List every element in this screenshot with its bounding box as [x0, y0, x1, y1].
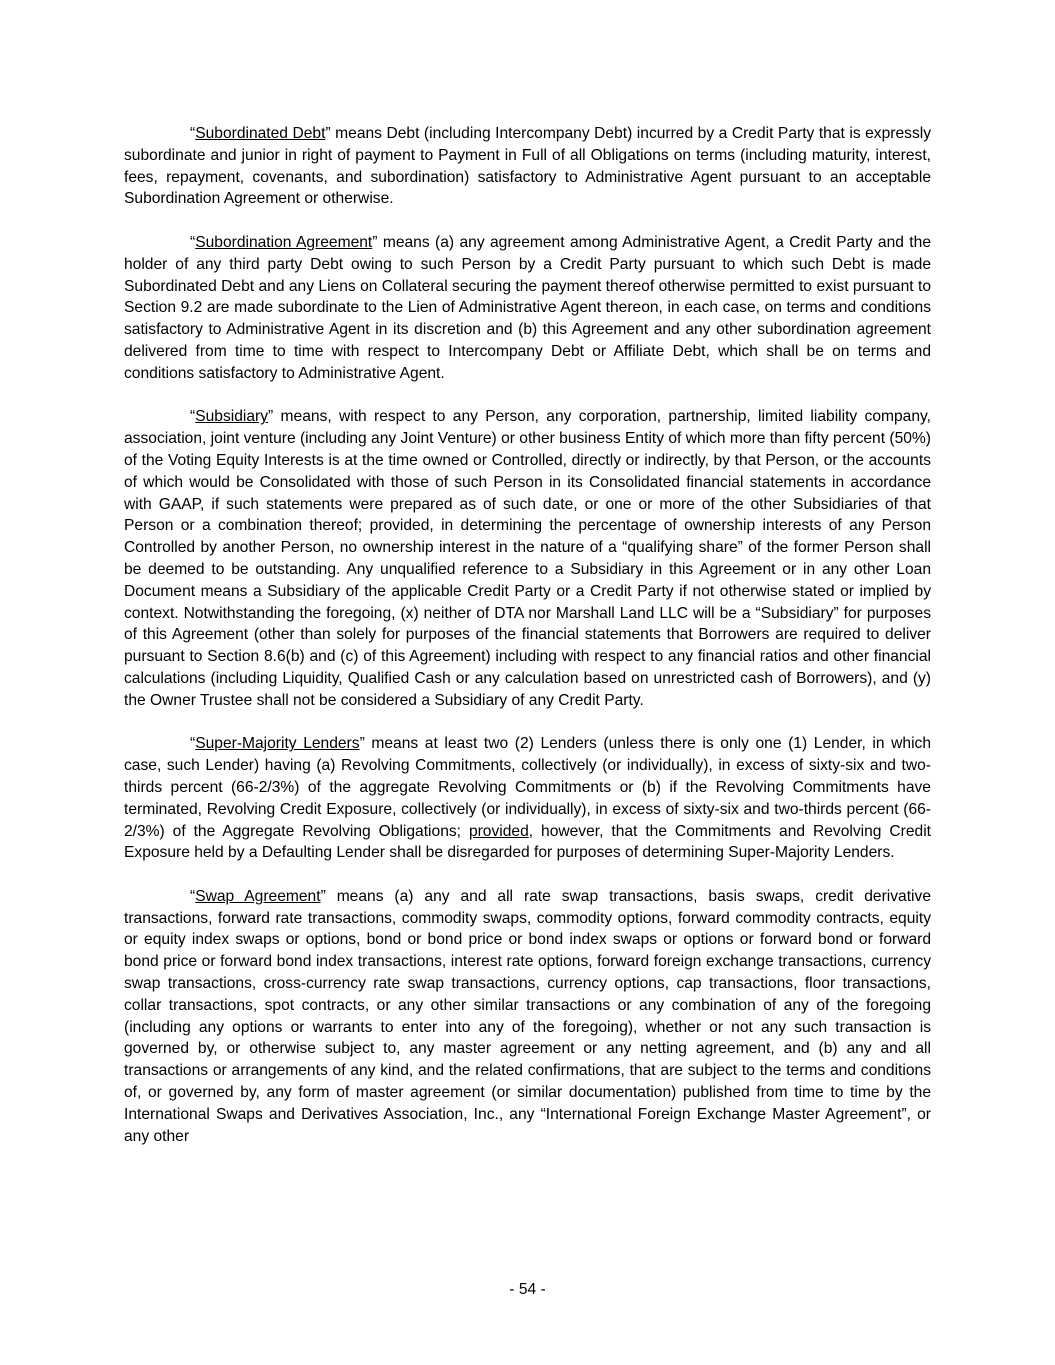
defined-term: Subsidiary — [195, 408, 269, 426]
definition-super-majority-lenders: “Super-Majority Lenders” means at least two (2) Lenders (unless there is only one (1) Lender, in which case, such Lender) having (a) Revolving Commitments, collectively (or individually), in excess of sixty-six and two-thirds percent (66-2/3%) of the aggregate Revolving Commitments or (b) if the Revolving Commitments have terminated, Revolving Credit Exposure, collectively (or individually), in excess of sixty-six and two-thirds percent (66-2/3%) of the Aggregate Revolving Obligations; provided, however, that the Commitments and Revolving Credit Exposure held by a Defaulting Lender shall be disregarded for purposes of determining Super-Majority Lenders. — [124, 735, 932, 862]
definition-body: means, with respect to any Person, any corporation, partnership, limited liability company, association, joint venture (including any Joint Venture) or other business Entity of which more than fifty percent (50%) of the Voting Equity Interests is at the time owned or Controlled, directly or indirectly, by that Person, or the accounts of which would be Consolidated with those of such Person in its Consolidated financial statements in accordance with GAAP, if such statements were prepared as of such date, or one or more of the other Subsidiaries of that Person or a combination thereof; provided, in determining the percentage of ownership interests of any Person Controlled by another Person, no ownership interest in the nature of a “qualifying share” of the former Person shall be deemed to be outstanding. Any unqualified reference to a Subsidiary in this Agreement or in any other Loan Document means a Subsidiary of the applicable Credit Party or a Credit Party if not otherwise stated or implied by context. Notwithstanding the foregoing, (x) neither of DTA nor Marshall Land LLC will be a “Subsidiary” for purposes of this Agreement (other than solely for purposes of the financial statements that Borrowers are required to deliver pursuant to Section 8.6(b) and (c) of this Agreement) including with respect to any financial ratios and other financial calculations (including Liquidity, Qualified Cash or any calculation based on unrestricted cash of Borrowers), and (y) the Owner Trustee shall not be considered a Subsidiary of any Credit Party. — [124, 408, 931, 709]
definition-body-continued: , however, that the Commitments and Revolving Credit Exposure held by a Defaulting Lender shall be disregarded for purposes of determining Super-Majority Lenders. — [124, 822, 931, 862]
underlined-word: provided — [468, 822, 529, 840]
definition-body: means Debt (including Intercompany Debt) incurred by a Credit Party that is expressly subordinate and junior in right of payment to Payment in Full of all Obligations on terms (including maturity, interest, fees, repayment, covenants, and subordination) satisfactory to Administrative Agent pursuant to an acceptable Subordination Agreement or otherwise. — [124, 125, 931, 208]
definition-swap-agreement: “Swap Agreement” means (a) any and all rate swap transactions, basis swaps, credit derivative transactions, forward rate transactions, commodity swaps, commodity options, forward commodity contracts, equity or equity index swaps or options, bond or bond price or bond index swaps or options or forward bond or forward bond price or forward bond index transactions, interest rate options, forward foreign exchange transactions, currency swap transactions, cross-currency rate swap transactions, currency options, cap transactions, floor transactions, collar transactions, spot contracts, or any other similar transactions or any combination of any of the foregoing (including any options or warrants to enter into any of the foregoing), whether or not any such transaction is governed by, or otherwise subject to, any master agreement or any netting agreement, and (b) any and all transactions or arrangements of any kind, and the related confirmations, that are subject to the terms and conditions of, or governed by, any form of master agreement (or similar documentation) published from time to time by the International Swaps and Derivatives Association, Inc., any “International Foreign Exchange Master Agreement”, or any other — [124, 887, 931, 1145]
defined-term: Subordinated Debt — [195, 125, 326, 142]
definition-body: means (a) any agreement among Administrative Agent, a Credit Party and the holder of any third party Debt owing to such Person by a Credit Party pursuant to which such Debt is made Subordinated Debt and any Liens on Collateral securing the payment thereof otherwise permitted to exist pursuant to Section 9.2 are made subordinate to the Lien of Administrative Agent thereon, in each case, on terms and conditions satisfactory to Administrative Agent in its discretion and (b) this Agreement and any other subordination agreement delivered from time to time with respect to Intercompany Debt or Affiliate Debt, which shall be on terms and conditions satisfactory to Administrative Agent. — [124, 233, 931, 382]
definition-body: means at least two (2) Lenders (unless there is only one (1) Lender, in which case, such Lender) having (a) Revolving Commitments, collectively (or individually), in excess of sixty-six and two-thirds percent (66-2/3%) of the aggregate Revolving Commitments or (b) if the Revolving Commitments have terminated, Revolving Credit Exposure, collectively (or individually), in excess of sixty-six and two-thirds percent (66-2/3%) of the Aggregate Revolving Obligations; — [124, 735, 932, 840]
definition-body: means (a) any and all rate swap transactions, basis swaps, credit derivative transactions, forward rate transactions, commodity swaps, commodity options, forward commodity contracts, equity or equity index swaps or options, bond or bond price or bond index swaps or options or forward bond or forward bond price or forward bond index transactions, interest rate options, forward foreign exchange transactions, currency swap transactions, cross-currency rate swap transactions, currency options, cap transactions, floor transactions, collar transactions, spot contracts, or any other similar transactions or any combination of any of the foregoing (including any options or warrants to enter into any of the foregoing), whether or not any such transaction is governed by, or otherwise subject to, any master agreement or any netting agreement, and (b) any and all transactions or arrangements of any kind, and the related confirmations, that are subject to the terms and conditions of, or governed by, any form of master agreement (or similar documentation) published from time to time by the International Swaps and Derivatives Association, Inc., any “International Foreign Exchange Master Agreement”, or any other — [124, 887, 931, 1145]
definition-subordinated-debt: “Subordinated Debt” means Debt (including Intercompany Debt) incurred by a Credit Party that is expressly subordinate and junior in right of payment to Payment in Full of all Obligations on terms (including maturity, interest, fees, repayment, covenants, and subordination) satisfactory to Administrative Agent pursuant to an acceptable Subordination Agreement or otherwise. — [124, 125, 931, 208]
defined-term: Swap Agreement — [195, 887, 321, 905]
definition-subordination-agreement: “Subordination Agreement” means (a) any agreement among Administrative Agent, a Credit Party and the holder of any third party Debt owing to such Person by a Credit Party pursuant to which such Debt is made Subordinated Debt and any Liens on Collateral securing the payment thereof otherwise permitted to exist pursuant to Section 9.2 are made subordinate to the Lien of Administrative Agent thereon, in each case, on terms and conditions satisfactory to Administrative Agent in its discretion and (b) this Agreement and any other subordination agreement delivered from time to time with respect to Intercompany Debt or Affiliate Debt, which shall be on terms and conditions satisfactory to Administrative Agent. — [124, 233, 931, 382]
defined-term: Subordination Agreement — [195, 233, 373, 251]
definition-subsidiary: “Subsidiary” means, with respect to any Person, any corporation, partnership, limited liability company, association, joint venture (including any Joint Venture) or other business Entity of which more than fifty percent (50%) of the Voting Equity Interests is at the time owned or Controlled, directly or indirectly, by that Person, or the accounts of which would be Consolidated with those of such Person in its Consolidated financial statements in accordance with GAAP, if such statements were prepared as of such date, or one or more of the other Subsidiaries of that Person or a combination thereof; provided, in determining the percentage of ownership interests of any Person Controlled by another Person, no ownership interest in the nature of a “qualifying share” of the former Person shall be deemed to be outstanding. Any unqualified reference to a Subsidiary in this Agreement or in any other Loan Document means a Subsidiary of the applicable Credit Party or a Credit Party if not otherwise stated or implied by context. Notwithstanding the foregoing, (x) neither of DTA nor Marshall Land LLC will be a “Subsidiary” for purposes of this Agreement (other than solely for purposes of the financial statements that Borrowers are required to deliver pursuant to Section 8.6(b) and (c) of this Agreement) including with respect to any financial ratios and other financial calculations (including Liquidity, Qualified Cash or any calculation based on unrestricted cash of Borrowers), and (y) the Owner Trustee shall not be considered a Subsidiary of any Credit Party. — [124, 408, 931, 709]
defined-term: Super-Majority Lenders — [195, 735, 360, 753]
page-number: - 54 - — [509, 1281, 546, 1298]
document-page — [124, 123, 931, 1169]
